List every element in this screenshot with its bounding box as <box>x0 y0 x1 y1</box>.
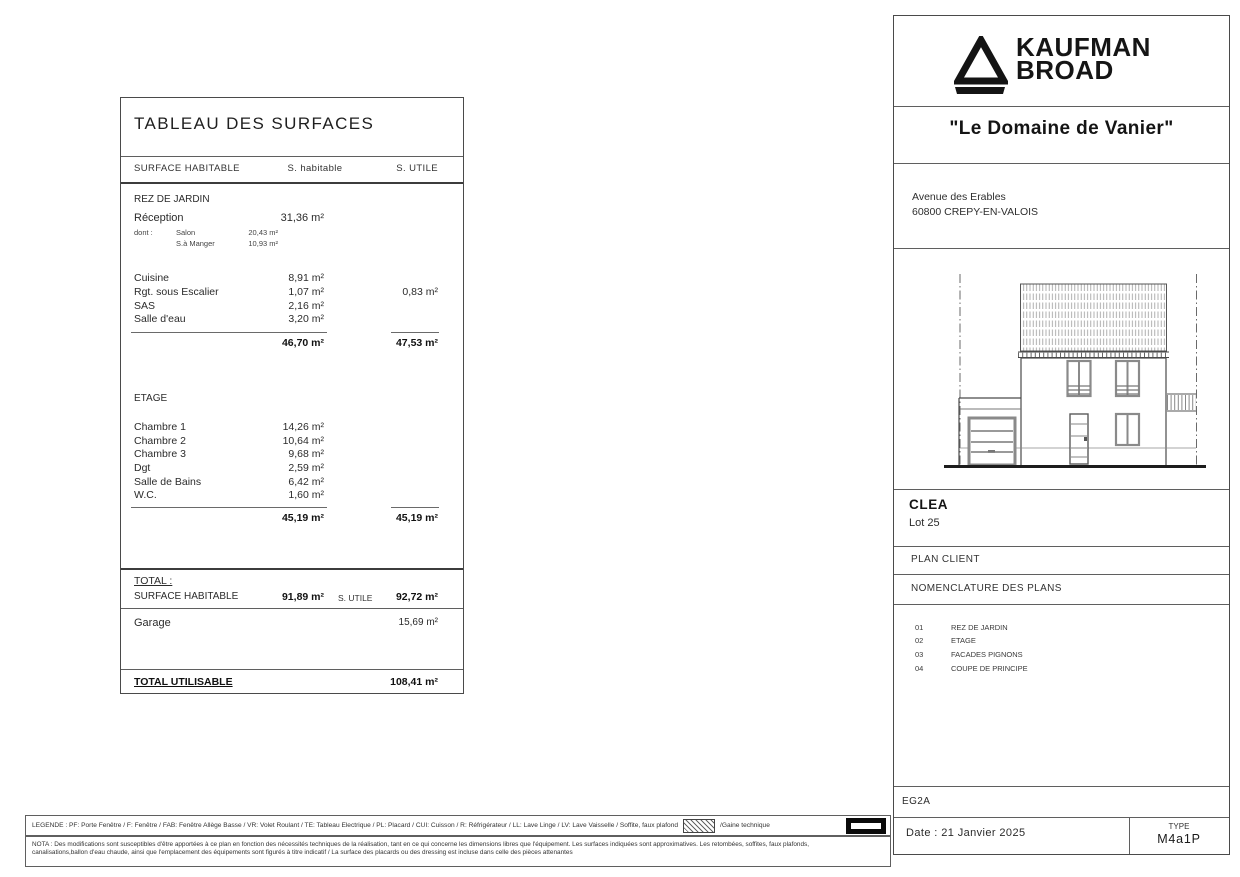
divider <box>894 546 1229 547</box>
address-line2: 60800 CREPY-EN-VALOIS <box>912 206 1039 218</box>
door-handle <box>1084 437 1087 441</box>
table-row: Rgt. sous Escalier 1,07 m² 0,83 m² <box>134 286 438 298</box>
section-label-rez: REZ DE JARDIN <box>134 194 210 205</box>
subtotal-row-rez: 46,70 m² 47,53 m² <box>281 337 438 349</box>
kaufman-broad-logo <box>954 32 1151 96</box>
col-header-surface-habitable: SURFACE HABITABLE <box>134 163 240 174</box>
plan-client-label: PLAN CLIENT <box>911 554 980 565</box>
brand-line1: KAUFMAN <box>1016 32 1151 62</box>
table-row-reception: Réception 31,36 m² <box>134 212 324 224</box>
table-row: Chambre 1 14,26 m² <box>134 421 324 433</box>
subtotal-rule <box>391 507 439 508</box>
divider <box>894 604 1229 605</box>
upper-window-right <box>1116 361 1139 396</box>
legend-text-gaine: /Gaine technique <box>720 822 770 829</box>
total-utilisable-row: TOTAL UTILISABLE 108,41 m² <box>134 676 438 688</box>
divider <box>894 106 1229 107</box>
nota-line2: canalisations,ballon d'eau chaude, ainsi que l'emplacement des équipements sont figurés à titre indicatif / La surface des placards ou des dressing est incluse dans celle des pièces attenantes <box>32 849 573 856</box>
divider <box>121 608 463 609</box>
nomenclature-title: NOMENCLATURE DES PLANS <box>911 583 1062 594</box>
plan-code: EG2A <box>902 796 931 807</box>
upper-window-left <box>1068 361 1091 396</box>
project-title: "Le Domaine de Vanier" <box>949 118 1174 139</box>
divider <box>894 786 1229 787</box>
legend-bar <box>25 815 891 836</box>
section-label-etage: ETAGE <box>134 393 168 404</box>
kaufman-broad-triangle-icon <box>954 36 1008 96</box>
subtotal-rule <box>131 507 327 508</box>
divider <box>121 568 463 570</box>
table-row: Chambre 2 10,64 m² <box>134 435 324 447</box>
brand-wordmark <box>1016 32 1151 85</box>
house-body <box>1021 358 1166 466</box>
address-line1: Avenue des Erables <box>912 191 1006 203</box>
table-row: Dgt 2,59 m² <box>134 462 324 474</box>
house-elevation-drawing <box>894 248 1229 489</box>
brand-line2: BROAD <box>1016 55 1114 85</box>
garage-row: Garage 15,69 m² <box>134 617 438 629</box>
divider <box>121 669 463 670</box>
nota-bar <box>25 836 891 867</box>
divider <box>894 489 1229 490</box>
type-label: TYPE <box>1168 822 1190 831</box>
model-name: CLEA <box>909 497 949 512</box>
soffit-hatch-icon <box>683 819 715 833</box>
table-row: W.C. 1,60 m² <box>134 489 324 501</box>
divider <box>894 817 1229 818</box>
table-row: SAS 2,16 m² <box>134 300 324 312</box>
divider <box>894 574 1229 575</box>
surface-table <box>120 97 464 694</box>
subtotal-rule <box>391 332 439 333</box>
total-label-row: TOTAL : <box>134 575 173 587</box>
table-row: Cuisine 8,91 m² <box>134 272 324 284</box>
nota-line1: NOTA : Des modifications sont susceptibles d'être apportées à ce plan en fonction des nécessités techniques de la réalisation, tant en ce qui concerne les dimensions libres que l'équipement. Les surfaces indiquées sont approximatives. Les retombées, soffites, faux plafonds, <box>32 841 809 848</box>
date-label: Date : 21 Janvier 2025 <box>906 827 1026 839</box>
gaine-technique-icon <box>846 818 886 834</box>
table-row-dont-sam: S.à Manger 10,93 m² <box>176 239 278 248</box>
table-row-dont-salon: dont : Salon 20,43 m² <box>134 228 278 237</box>
title-block-panel: KAUFMAN BROAD "Le Domaine de Vanier" Avenue des Erables 60800 CREPY-EN-VALOIS CLEA Lot 25 PLAN CLIENT NOMENCLATURE DES PLANS 01 REZ DE JARDIN 02 ETAGE 03 FACADES PIGNONS 04 COUPE DE PRINCIPE EG2A Date : 21 Janvier 2025 TYPE M4a1P <box>893 15 1230 855</box>
subtotal-row-etage: 45,19 m² 45,19 m² <box>281 512 438 524</box>
table-title: TABLEAU DES SURFACES <box>134 114 375 133</box>
legend-text: LEGENDE : PF: Porte Fenêtre / F: Fenêtre / FAB: Fenêtre Allège Basse / VR: Volet Roulant / TE: Tableau Electrique / PL: Placard / CUI: Cuisson / R: Réfrigérateur / LL: Lave Linge / LV: Lave Vaisselle / Soffite, faux plafond <box>32 822 679 829</box>
garage-door-handle <box>988 450 995 453</box>
col-header-s-habitable: S. habitable <box>287 163 343 174</box>
table-row: Salle de Bains 6,42 m² <box>134 476 324 488</box>
divider <box>894 163 1229 164</box>
divider <box>121 182 463 184</box>
lower-window <box>1116 414 1139 445</box>
lot-number: Lot 25 <box>909 517 940 529</box>
table-row: Salle d'eau 3,20 m² <box>134 313 324 325</box>
roof <box>1021 284 1167 351</box>
col-header-s-utile: S. UTILE <box>396 163 438 174</box>
total-row: SURFACE HABITABLE 91,89 m² S. UTILE 92,72 m² <box>134 591 438 603</box>
table-row: Chambre 3 9,68 m² <box>134 448 324 460</box>
type-value: M4a1P <box>1157 832 1201 846</box>
divider <box>121 156 463 157</box>
side-railing <box>1167 394 1196 411</box>
subtotal-rule <box>131 332 327 333</box>
